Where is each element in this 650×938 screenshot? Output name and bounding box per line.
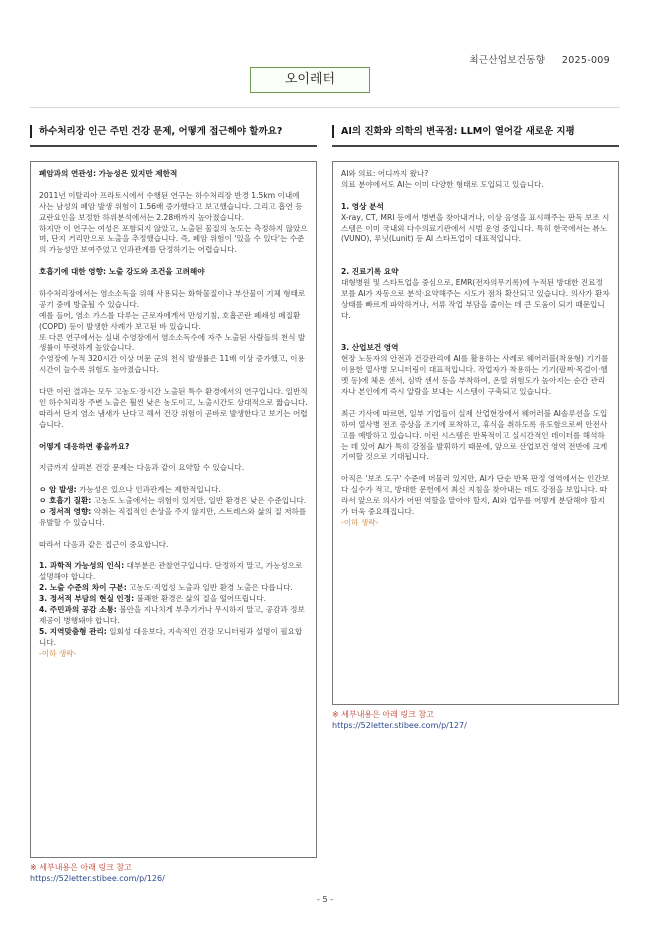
paragraph: 또 다른 연구에서는 실내 수영장에서 염소소독수에 자주 노출된 사람들의 천식 발생률이 뚜렷하게 높았습니다. (39, 332, 306, 353)
spacer (341, 245, 610, 256)
subheading: 어떻게 대응하면 좋을까요? (39, 441, 130, 451)
page-number: - 5 - (317, 895, 333, 904)
paragraph: 하지만 이 연구는 여성은 포함되지 않았고, 노출된 물질의 농도는 측정하지 않았으며, 단지 거리만으로 노출을 추정했습니다. 즉, 폐암 위험이 '있을 수 있다'는 수준의 가능성만 보여주었고 인과관계를 단정하기는 어렵습니다. (39, 223, 308, 255)
list-item-label: ㅇ 암 발생: (39, 485, 77, 495)
paragraph: 예를 들어, 염소 가스를 다루는 근로자에게서 만성기침, 호흡곤란 폐쇄성 폐질환(COPD) 등이 발생한 사례가 보고된 바 있습니다. (39, 310, 301, 331)
subheading: 호흡기에 대한 영향: 노출 강도와 조건을 고려해야 (39, 267, 205, 277)
list-item-label: 3. 정서적 부담의 현실 인정: (39, 594, 135, 604)
list-item (39, 507, 308, 529)
list-item-label: 2. 노출 수준의 차이 구분: (39, 583, 127, 593)
paragraph: AI와 의료: 어디까지 왔나? (341, 169, 429, 178)
issue-number: 2025-009 (561, 55, 610, 66)
list-item (39, 583, 308, 594)
list-item (39, 496, 308, 507)
list-item-label: 4. 주민과의 공감 소통: (39, 605, 117, 615)
right-article-box (332, 161, 619, 705)
paragraph: 하수처리장에서는 염소소독을 위해 사용되는 화학물질이나 부산물이 기체 형태로 공기 중에 방출될 수 있습니다. (39, 288, 308, 309)
list-item (39, 627, 308, 649)
section-title: 오이레터 (250, 67, 370, 93)
paragraph: 지금까지 살펴본 건강 문제는 다음과 같이 요약할 수 있습니다. (39, 463, 245, 473)
list-item (39, 605, 308, 627)
spacer (341, 333, 610, 344)
list-item-label: 5. 지역맞춤형 관리: (39, 626, 107, 636)
list-item-label: ㅇ 정서적 영향: (39, 506, 92, 516)
list-item (39, 561, 308, 583)
spacer (39, 452, 308, 463)
spacer (341, 398, 610, 409)
paragraph: 아직은 '보조 도구' 수준에 머물러 있지만, AI가 단순 반복 판정 영역에서는 인간보다 실수가 적고, 방대한 문헌에서 최신 지침을 찾아내는 데도 강점을 보입니다. 따라서 앞으로 의사가 어떤 역할을 맡아야 할지, AI와 업무를 어떻게 분담해야 할지가 더욱 중요해집니다. (341, 474, 609, 516)
left-heading-rule (30, 145, 317, 147)
spacer (39, 180, 308, 191)
list-item-text: 고농도 노출에서는 위험이 있지만, 일반 환경은 낮은 수준입니다. (91, 496, 307, 506)
list-item-text: 일회성 대응보다, 지속적인 건강 모니터링과 설명이 필요합니다. (39, 626, 303, 647)
list-item-text: 불안을 지나치게 부추기거나 무시하지 말고, 공감과 정보제공이 병행돼야 합니다. (39, 605, 305, 626)
list-item-label: ㅇ 호흡기 질환: (39, 496, 92, 506)
right-heading-rule (332, 145, 619, 147)
left-note: ※ 세부내용은 아래 링크 참고 (30, 863, 132, 872)
spacer (39, 256, 308, 267)
list-item-label: 1. 과학적 가능성의 인식: (39, 561, 125, 571)
paragraph: X-ray, CT, MRI 등에서 병변을 찾아내거나, 이상 음영을 표시해주는 판독 보조 시스템은 이미 국내외 다수의료기관에서 시범 운영 중입니다. 특히 한국에서는 뷰노(VUNO), 루닛(Lunit) 등 AI 스타트업이 대표적입니다. (341, 212, 610, 244)
omitted-marker: -이하 생략- (341, 517, 379, 527)
right-note: ※ 세부내용은 아래 링크 참고 (332, 710, 434, 719)
paragraph: 2011년 이탈리아 프라토시에서 수행된 연구는 하수처리장 반경 1.5km 이내에 사는 남성의 폐암 발생 위험이 1.56배 증가했다고 보고했습니다. 그리고 흡연 등 교란요인을 보정한 하위분석에서는 2.28배까지 높아졌습니다. (39, 190, 305, 222)
paragraph: 따라서 다음과 같은 접근이 중요합니다. (39, 539, 169, 549)
title-divider (30, 107, 620, 108)
list-item-text: 대부분은 관찰연구입니다. 단정하지 말고, 가능성으로 설명해야 합니다. (39, 561, 305, 582)
left-column (30, 125, 317, 883)
spacer (341, 463, 610, 474)
subheading: 1. 영상 분석 (341, 201, 384, 211)
spacer (39, 529, 308, 540)
spacer (341, 191, 610, 202)
list-item-text: 고농도·직업성 노출과 일반 환경 노출은 다릅니다. (126, 583, 293, 593)
spacer (341, 322, 610, 333)
right-link[interactable]: https://52letter.stibee.com/p/127/ (332, 721, 467, 730)
spacer (39, 376, 308, 387)
paragraph: 최근 기사에 따르면, 일부 기업들이 실제 산업현장에서 웨어러블 AI솔루션을 도입하여 열사병 전조 증상을 조기에 포착하고, 휴식을 취하도록 유도함으로써 안전사고를 예방하고 있습니다. 이런 시스템은 반복적이고 실시간적인 데이터를 해석하는 데 있어 AI가 특히 강점을 발휘하기 때문에, 앞으로 산업보건 영역 전반에 크게 기여할 것으로 기대됩니다. (341, 408, 610, 462)
list-item (39, 485, 308, 496)
header-meta (469, 52, 610, 66)
spacer (39, 278, 308, 289)
omitted-marker: -이하 생략- (39, 648, 77, 658)
paragraph: 대형병원 및 스타트업을 중심으로, EMR(전자의무기록)에 누적된 방대한 진료정보를 AI가 자동으로 분석·요약해주는 시도가 점차 확산되고 있습니다. 의사가 환자 상태를 빠르게 파악하거나, 서류 작업 부담을 줄이는 데 큰 도움이 되기 때문입니다. (341, 278, 613, 320)
spacer (341, 256, 610, 267)
list-item-text: 악취는 직접적인 손상을 주지 않지만, 스트레스와 삶의 질 저하를 유발할 수 있습니다. (39, 506, 309, 527)
left-article-box (30, 161, 317, 858)
subheading: 3. 산업보건 영역 (341, 343, 399, 353)
right-column (332, 125, 619, 730)
list-item-text: 불쾌한 환경은 삶의 질을 떨어뜨립니다. (134, 594, 266, 604)
right-column-heading: AI의 진화와 의학의 변곡점: LLM이 열어갈 새로운 지평 (332, 125, 619, 138)
list-item (39, 594, 308, 605)
subheading: 2. 진료기록 요약 (341, 267, 399, 277)
paragraph: 현장 노동자의 안전과 건강관리에 AI를 활용하는 사례로 웨어러블(착용형) 기기를 이용한 열사병 모니터링이 대표적입니다. 작업자가 착용하는 기기(팔찌·목걸이·헬멧 등)에 체온 센서, 심박 센서 등을 부착하여, 온열 위험도가 높아지는 순간 관리자나 본인에게 즉시 알람을 보내는 시스템이 구축되고 있습니다. (341, 354, 611, 397)
left-link[interactable]: https://52letter.stibee.com/p/126/ (30, 874, 165, 883)
spacer (39, 474, 308, 485)
subheading: 폐암과의 연관성: 가능성은 있지만 제한적 (39, 169, 178, 178)
list-item-text: 가능성은 있으나 인과관계는 제한적입니다. (76, 485, 221, 495)
spacer (39, 431, 308, 442)
paragraph: 수영장에 누적 320시간 이상 머문 군의 천식 발생률은 11배 이상 증가했고, 이용 시간이 늘수록 위험도 높아졌습니다. (39, 354, 308, 375)
spacer (39, 551, 308, 562)
paragraph: 의료 분야에서도 AI는 이미 다양한 형태로 도입되고 있습니다. (341, 179, 544, 189)
paragraph: 다만 이런 결과는 모두 고농도·장시간 노출된 특수 환경에서의 연구입니다. 일반적인 하수처리장 주변 노출은 훨씬 낮은 농도이고, 노출시간도 상대적으로 짧습니다. 따라서 단지 염소 냄새가 난다고 해서 건강 위험이 곧바로 발생한다고 보기는 어렵습니다. (39, 387, 311, 429)
publication-name: 최근산업보건동향 (469, 55, 546, 66)
left-column-heading: 하수처리장 인근 주민 건강 문제, 어떻게 접근해야 할까요? (30, 125, 317, 138)
